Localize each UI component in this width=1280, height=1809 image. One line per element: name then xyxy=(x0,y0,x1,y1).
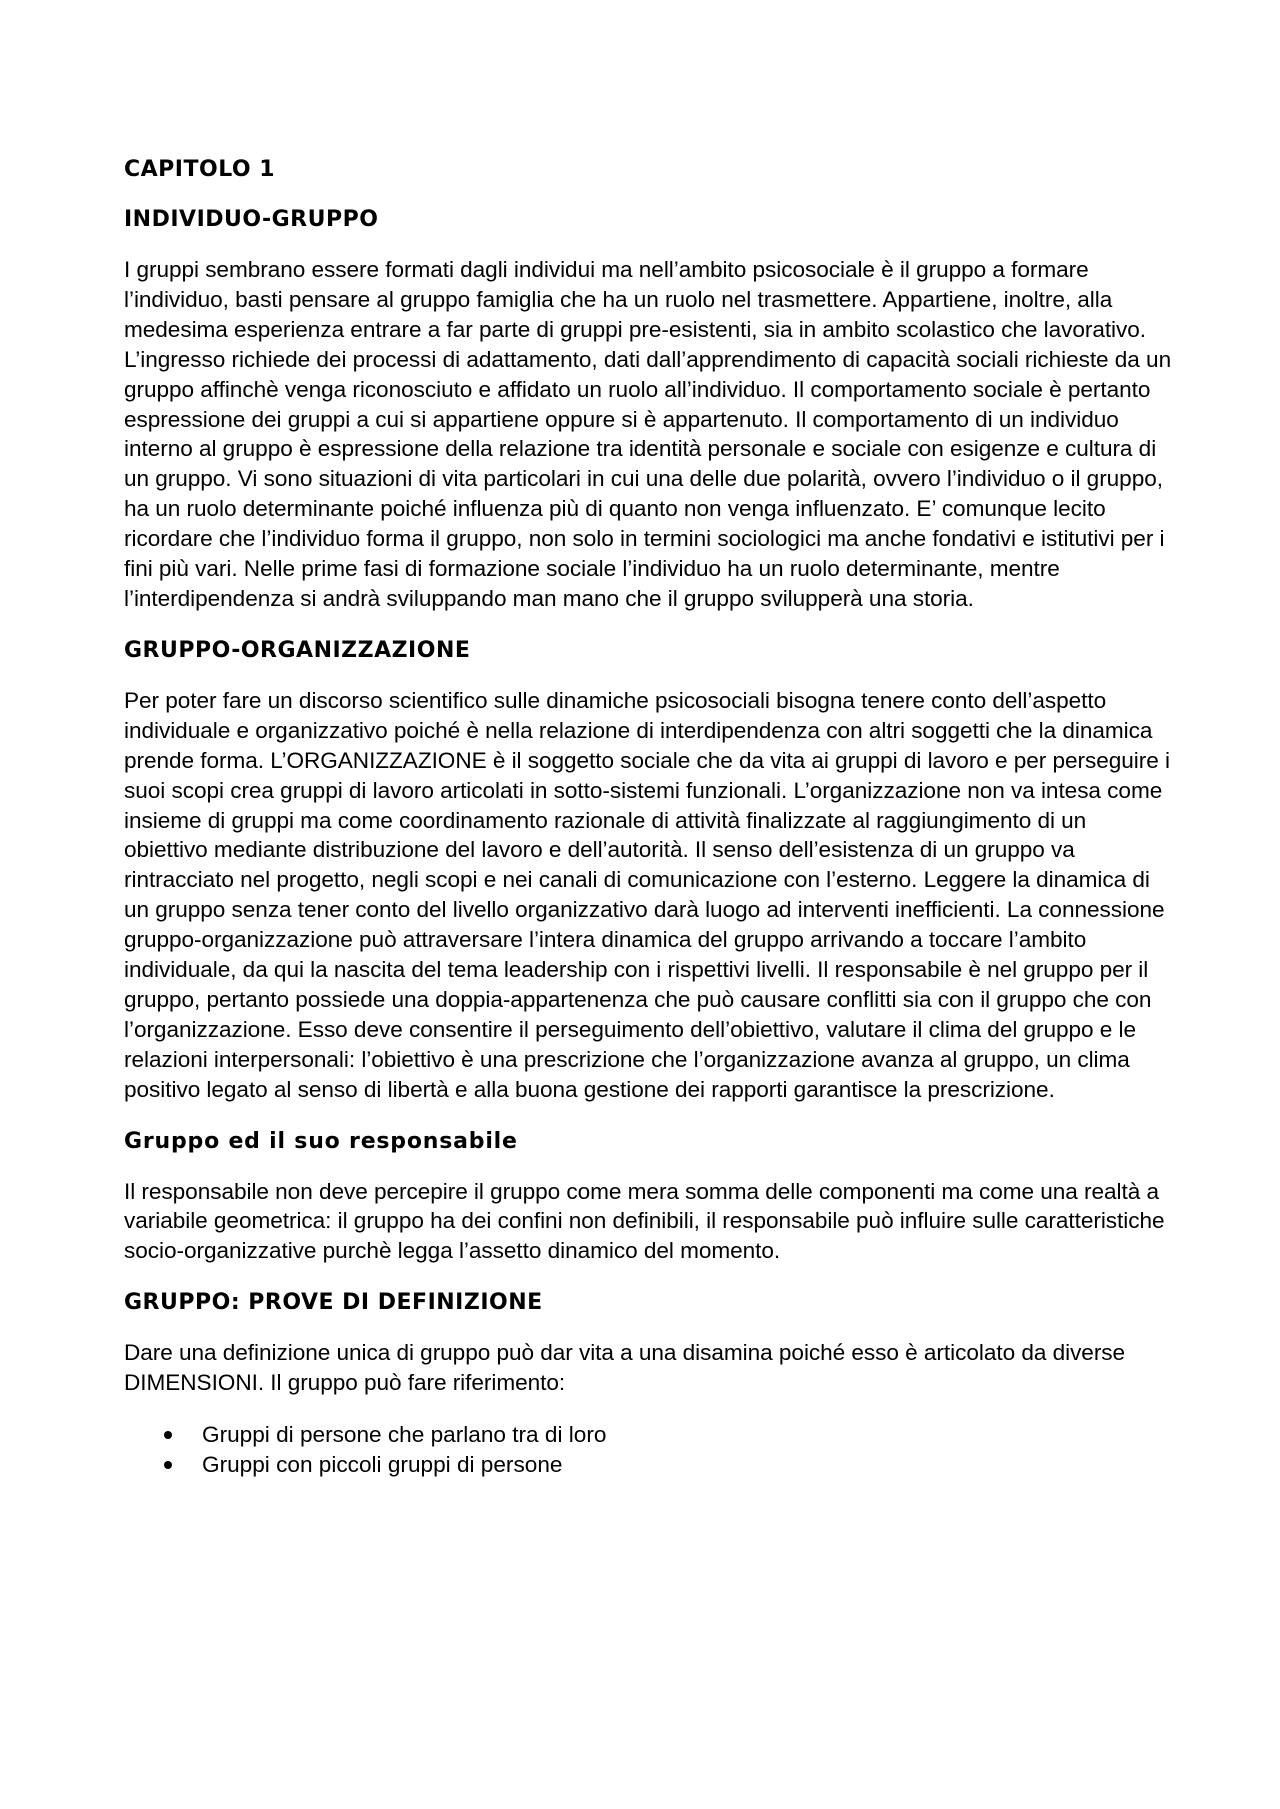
chapter-title: CAPITOLO 1 xyxy=(124,157,276,182)
list-item-text: Gruppi con piccoli gruppi di persone xyxy=(202,1452,563,1478)
list-item xyxy=(124,1420,1174,1450)
list-item-text: Gruppi di persone che parlano tra di loro xyxy=(202,1422,607,1448)
section-heading-prove-definizione: GRUPPO: PROVE DI DEFINIZIONE xyxy=(124,1290,543,1316)
paragraph-gruppo-organizzazione: Per poter fare un discorso scientifico sulle dinamiche psicosociali bisogna tenere conto dell’aspetto individuale e organizzativo poiché è nella relazione di interdipendenza con altri soggetti che la dinamica prende forma. L’ORGANIZZAZIONE è il soggetto sociale che da vita ai gruppi di lavoro e per perseguire i suoi scopi crea gruppi di lavoro articolati in sotto-sistemi funzionali. L’organizzazione non va intesa come insieme di gruppi ma come coordinamento razionale di attività finalizzate al raggiungimento di un obiettivo mediante distribuzione del lavoro e dell’autorità. Il senso dell’esistenza di un gruppo va rintracciato nel progetto, negli scopi e nei canali di comunicazione con l’esterno. Leggere la dinamica di un gruppo senza tener conto del livello organizzativo darà luogo ad interventi inefficienti. La connessione gruppo-organizzazione può attraversare l’intera dinamica del gruppo arrivando a toccare l’ambito individuale, da qui la nascita del tema leadership con i rispettivi livelli. Il responsabile è nel gruppo per il gruppo, pertanto possiede una doppia-appartenenza che può causare conflitti sia con il gruppo che con l’organizzazione. Esso deve consentire il perseguimento dell’obiettivo, valutare il clima del gruppo e le relazioni interpersonali: l’obiettivo è una prescrizione che l’organizzazione avanza al gruppo, un clima positivo legato al senso di libertà e alla buona gestione dei rapporti garantisce la prescrizione. xyxy=(124,687,1170,1102)
bullet-icon xyxy=(164,1431,172,1439)
section-heading-gruppo-responsabile: Gruppo ed il suo responsabile xyxy=(124,1128,518,1154)
paragraph-gruppo-responsabile: Il responsabile non deve percepire il gruppo come mera somma delle componenti ma come una realtà a variabile geometrica: il gruppo ha dei confini non definibili, il responsabile può influire sulle caratteristiche socio-organizzative purchè legga l’assetto dinamico del momento. xyxy=(124,1178,1165,1264)
definition-bullet-list xyxy=(124,1420,1174,1480)
paragraph-individuo-gruppo: I gruppi sembrano essere formati dagli individui ma nell’ambito psicosociale è il gruppo a formare l’individuo, basti pensare al gruppo famiglia che ha un ruolo nel trasmettere. Appartiene, inoltre, alla medesima esperienza entrare a far parte di gruppi pre-esistenti, sia in ambito scolastico che lavorativo. L’ingresso richiede dei processi di adattamento, dati dall’apprendimento di capacità sociali richieste da un gruppo affinchè venga riconosciuto e affidato un ruolo all’individuo. Il comportamento sociale è pertanto espressione dei gruppi a cui si appartiene oppure si è appartenuto. Il comportamento di un individuo interno al gruppo è espressione della relazione tra identità personale e sociale con esigenze e cultura di un gruppo. Vi sono situazioni di vita particolari in cui una delle due polarità, ovvero l’individuo o il gruppo, ha un ruolo determinante poiché influenza più di quanto non venga influenzato. E’ comunque lecito ricordare che l’individuo forma il gruppo, non solo in termini sociologici ma anche fondativi e istitutivi per i fini più vari. Nelle prime fasi di formazione sociale l’individuo ha un ruolo determinante, mentre l’interdipendenza si andrà sviluppando man mano che il gruppo svilupperà una storia. xyxy=(124,257,1172,611)
section-heading-gruppo-organizzazione: GRUPPO-ORGANIZZAZIONE xyxy=(124,637,471,663)
list-item xyxy=(124,1450,1174,1480)
document-page xyxy=(124,155,1174,1480)
paragraph-prove-definizione: Dare una definizione unica di gruppo può dar vita a una disamina poiché esso è articolato da diverse DIMENSIONI. Il gruppo può fare riferimento: xyxy=(124,1340,1126,1396)
section-heading-individuo-gruppo: INDIVIDUO-GRUPPO xyxy=(124,207,379,232)
bullet-icon xyxy=(164,1461,172,1469)
